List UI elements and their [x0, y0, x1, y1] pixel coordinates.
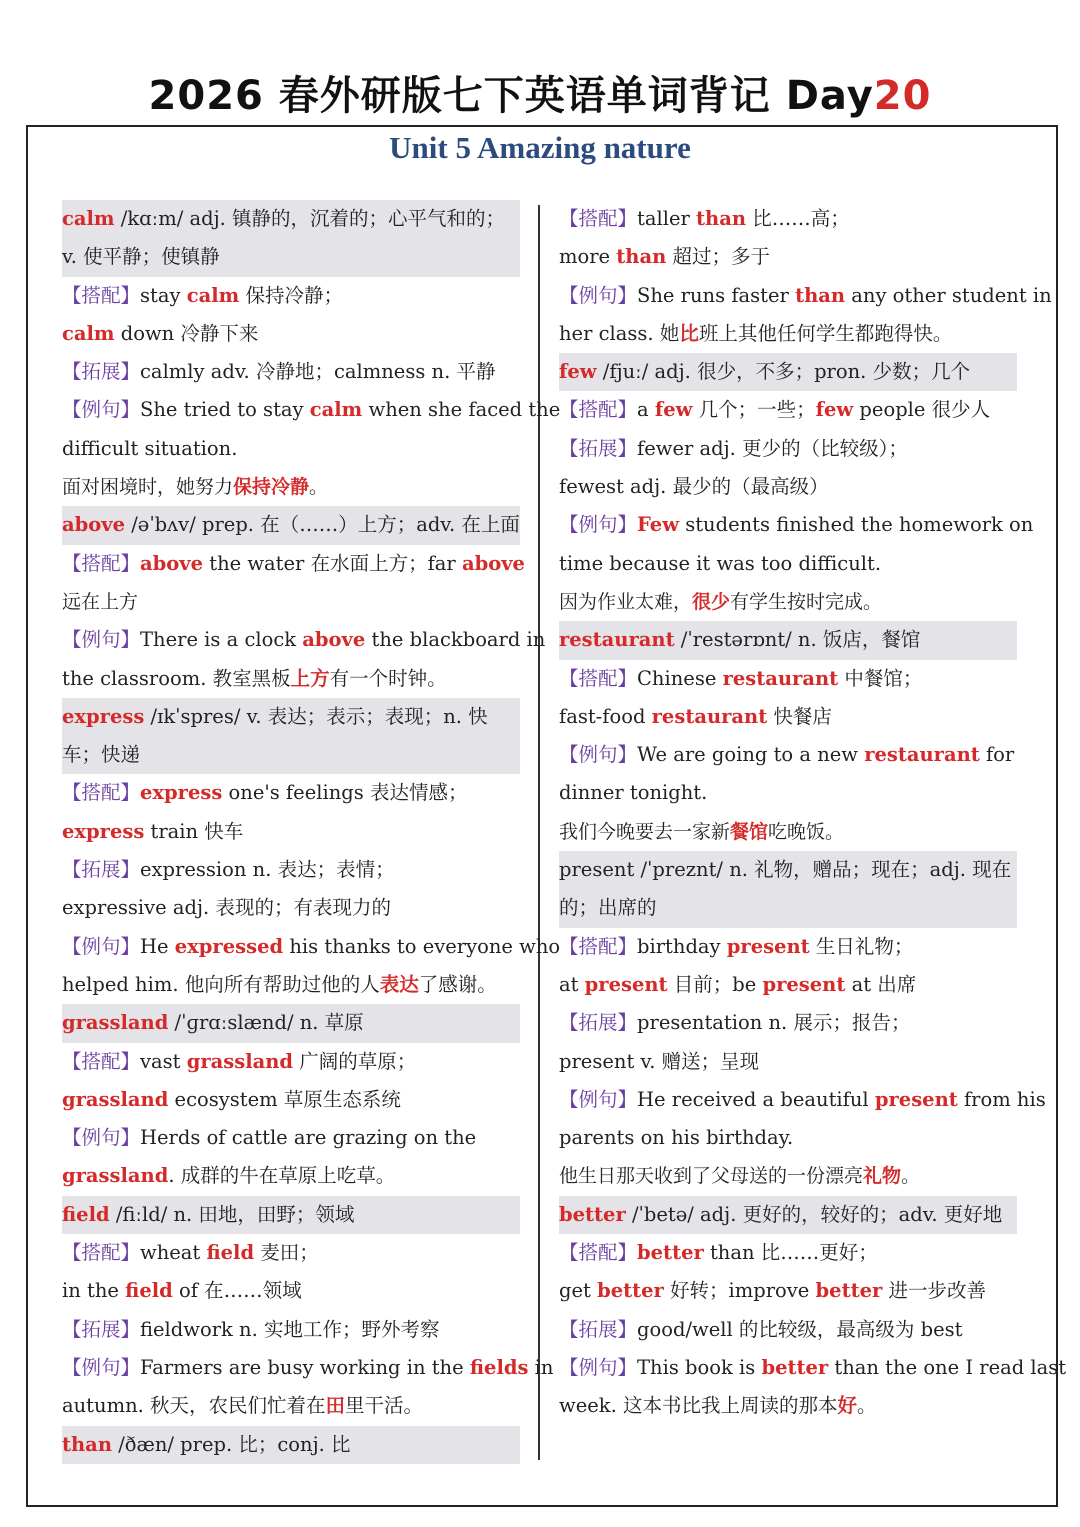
collocation-line: get better 好转；improve better 进一步改善: [559, 1279, 986, 1303]
word-entry-grassland: [62, 1004, 520, 1195]
example-line: time because it was too difficult.: [559, 551, 882, 575]
example-line: dinner tonight.: [559, 781, 708, 805]
word-entry-better: [559, 1196, 1067, 1426]
collocation-line: 【搭配】better than 比……更好；: [559, 1241, 878, 1265]
extension-line: 【拓展】calmly adv. 冷静地；calmness n. 平静: [62, 360, 496, 384]
collocation-line: 【搭配】wheat field 麦田；: [62, 1241, 319, 1265]
word-heading: present /ˈpreznt/ n. 礼物，赠品；现在；adj. 现在: [559, 851, 1017, 889]
word-heading: few /fjuː/ adj. 很少，不多；pron. 少数；几个: [559, 353, 1017, 391]
example-line: week. 这本书比我上周读的那本好。: [559, 1394, 877, 1418]
example-line: difficult situation.: [62, 436, 238, 460]
word-heading: than /ðæn/ prep. 比；conj. 比: [62, 1426, 520, 1464]
title-text: 2026 春外研版七下英语单词背记 Day: [148, 73, 874, 119]
example-translation: 他生日那天收到了父母送的一份漂亮礼物。: [559, 1165, 921, 1188]
word-entry-than-cont: [559, 200, 1052, 353]
extension-line: fewest adj. 最少的（最高级）: [559, 475, 829, 499]
word-heading: above /əˈbʌv/ prep. 在（……）上方；adv. 在上面: [62, 506, 520, 544]
collocation-line: 【搭配】stay calm 保持冷静；: [62, 283, 343, 307]
extension-line: 【拓展】good/well 的比较级，最高级为 best: [559, 1317, 963, 1341]
extension-line: 【拓展】fewer adj. 更少的（比较级）；: [559, 436, 908, 460]
collocation-line: fast-food restaurant 快餐店: [559, 704, 832, 728]
collocation-line: 【搭配】vast grassland 广阔的草原；: [62, 1049, 417, 1073]
extension-line: 【拓展】presentation n. 展示；报告；: [559, 1011, 911, 1035]
word-heading: restaurant /ˈrestərɒnt/ n. 饭店，餐馆: [559, 621, 1017, 659]
word-heading: express /ɪkˈspres/ v. 表达；表示；表现；n. 快: [62, 698, 520, 736]
example-line: 【例句】Farmers are busy working in the fields in: [62, 1355, 554, 1379]
word-entry-calm: [62, 200, 561, 506]
collocation-line: 【搭配】a few 几个；一些；few people 很少人: [559, 398, 991, 422]
word-heading-cont: v. 使平静；使镇静: [62, 238, 520, 276]
word-entry-restaurant: [559, 621, 1017, 851]
example-translation: 因为作业太难，很少有学生按时完成。: [559, 590, 883, 613]
example-line: 【例句】He expressed his thanks to everyone who: [62, 934, 561, 958]
word-heading-cont: 的；出席的: [559, 889, 1017, 927]
right-column: [559, 200, 1067, 1426]
left-column: [62, 200, 561, 1464]
word-entry-few: [559, 353, 1034, 621]
word-entry-field: [62, 1196, 554, 1426]
collocation-line: 远在上方: [62, 590, 139, 613]
example-line: helped him. 他向所有帮助过他的人表达了感谢。: [62, 972, 497, 996]
example-line: her class. 她比班上其他任何学生都跑得快。: [559, 321, 953, 345]
example-line: 【例句】Few students finished the homework on: [559, 513, 1034, 537]
unit-title: Unit 5 Amazing nature: [389, 130, 691, 165]
example-line: grassland. 成群的牛在草原上吃草。: [62, 1164, 396, 1188]
example-line: autumn. 秋天，农民们忙着在田里干活。: [62, 1394, 424, 1418]
word-entry-express: [62, 698, 561, 1004]
example-line: 【例句】Herds of cattle are grazing on the: [62, 1126, 477, 1150]
collocation-line: grassland ecosystem 草原生态系统: [62, 1087, 401, 1111]
page-title: [0, 64, 1080, 121]
example-line: 【例句】He received a beautiful present from his: [559, 1087, 1046, 1111]
word-heading-cont: 车；快递: [62, 736, 520, 774]
collocation-line: 【搭配】express one's feelings 表达情感；: [62, 781, 468, 805]
collocation-line: 【搭配】taller than 比……高；: [559, 207, 850, 230]
collocation-line: express train 快车: [62, 819, 244, 843]
collocation-line: 【搭配】birthday present 生日礼物；: [559, 934, 914, 958]
collocation-line: at present 目前；be present at 出席: [559, 972, 917, 996]
word-heading: field /fiːld/ n. 田地，田野；领域: [62, 1196, 520, 1234]
extension-line: present v. 赠送；呈现: [559, 1049, 760, 1073]
word-heading: calm /kɑːm/ adj. 镇静的，沉着的；心平气和的；: [62, 200, 520, 238]
word-heading: grassland /ˈɡrɑːslænd/ n. 草原: [62, 1004, 520, 1042]
collocation-line: 【搭配】Chinese restaurant 中餐馆；: [559, 666, 923, 690]
example-line: the classroom. 教室黑板上方有一个时钟。: [62, 666, 447, 690]
example-line: parents on his birthday.: [559, 1126, 794, 1150]
collocation-line: in the field of 在……领域: [62, 1279, 302, 1303]
title-day-number: 20: [873, 73, 932, 119]
example-line: 【例句】There is a clock above the blackboard in: [62, 628, 546, 652]
collocation-line: more than 超过；多于: [559, 245, 770, 269]
extension-line: 【拓展】expression n. 表达；表情；: [62, 858, 395, 882]
word-entry-than: [62, 1426, 520, 1464]
example-line: 【例句】She tried to stay calm when she faced the: [62, 398, 561, 422]
example-translation: 面对困境时，她努力保持冷静。: [62, 476, 329, 499]
example-translation: 我们今晚要去一家新餐馆吃晚饭。: [559, 820, 845, 843]
example-line: 【例句】She runs faster than any other student in: [559, 283, 1052, 307]
word-heading: better /ˈbetə/ adj. 更好的，较好的；adv. 更好地: [559, 1196, 1017, 1234]
collocation-line: 【搭配】above the water 在水面上方；far above: [62, 551, 525, 575]
collocation-line: calm down 冷静下来: [62, 321, 259, 345]
column-divider: [538, 205, 540, 1460]
extension-line: 【拓展】fieldwork n. 实地工作；野外考察: [62, 1317, 440, 1341]
word-entry-present: [559, 851, 1046, 1196]
word-entry-above: [62, 506, 546, 697]
example-line: 【例句】We are going to a new restaurant for: [559, 743, 1015, 767]
example-line: 【例句】This book is better than the one I read last: [559, 1355, 1067, 1379]
extension-line: expressive adj. 表现的；有表现力的: [62, 896, 391, 920]
